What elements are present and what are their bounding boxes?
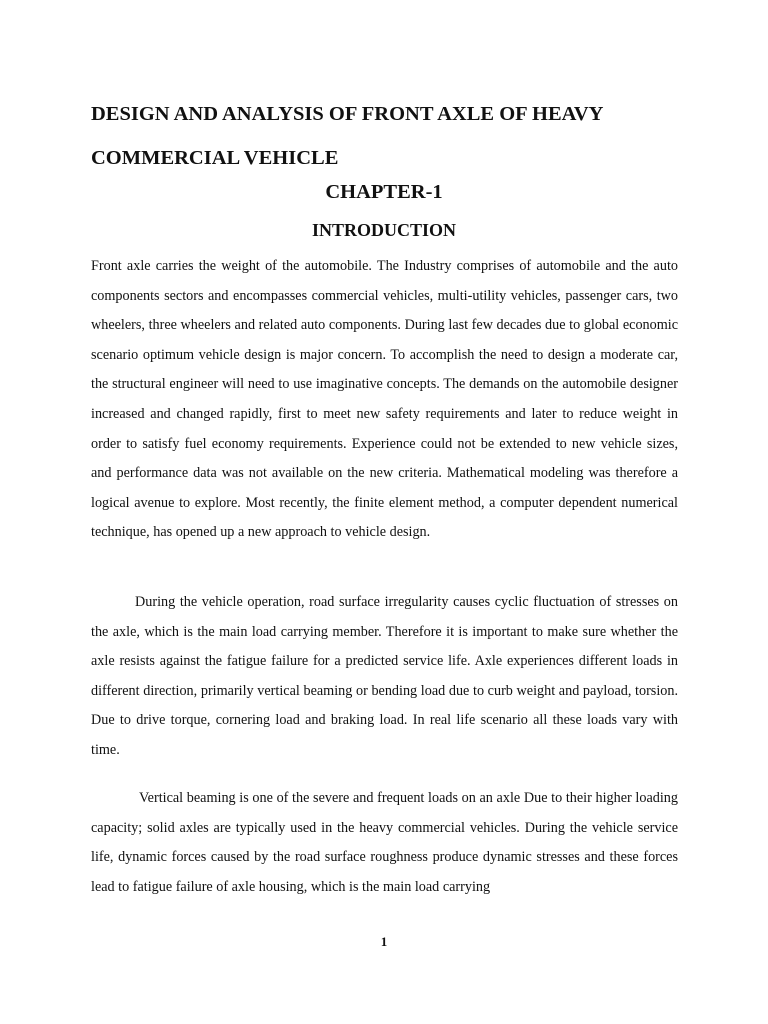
paragraph-vehicle-operation: During the vehicle operation, road surface irregularity causes cyclic fluctuation of stresses on the axle, which is the main load carrying member. Therefore it is important to make sure whether the axle resists against the fatigue failure for a predicted service life. Axle experiences different loads in different direction, primarily vertical beaming or bending load due to curb weight and payload, torsion. Due to drive torque, cornering load and braking load. In real life scenario all these loads vary with time. xyxy=(91,594,678,758)
page-number: 1 xyxy=(380,934,388,949)
paragraph-vertical-beaming: Vertical beaming is one of the severe and frequent loads on an axle Due to their higher loading capacity; solid axles are typically used in the heavy commercial vehicles. During the vehicle service life, dynamic forces caused by the road surface roughness produce dynamic stresses and these forces lead to fatigue failure of axle housing, which is the main load carrying xyxy=(91,790,678,895)
paragraph-introduction: Front axle carries the weight of the automobile. The Industry comprises of automobile and the auto components sectors and encompasses commercial vehicles, multi-utility vehicles, passenger cars, two wheelers, three wheelers and related auto components. During last few decades due to global economic scenario optimum vehicle design is major concern. To accomplish the need to design a moderate car, the structural engineer will need to use imaginative concepts. The demands on the automobile designer increased and changed rapidly, first to meet new safety requirements and later to reduce weight in order to satisfy fuel economy requirements. Experience could not be extended to new vehicle sizes, and performance data was not available on the new criteria. Mathematical modeling was therefore a logical avenue to explore. Most recently, the finite element method, a computer dependent numerical technique, has opened up a new approach to vehicle design. xyxy=(91,258,678,541)
chapter-heading: CHAPTER-1 xyxy=(325,181,443,203)
section-heading: INTRODUCTION xyxy=(311,220,457,240)
document-title: DESIGN AND ANALYSIS OF FRONT AXLE OF HEAVY COMMERCIAL VEHICLE xyxy=(91,103,603,169)
